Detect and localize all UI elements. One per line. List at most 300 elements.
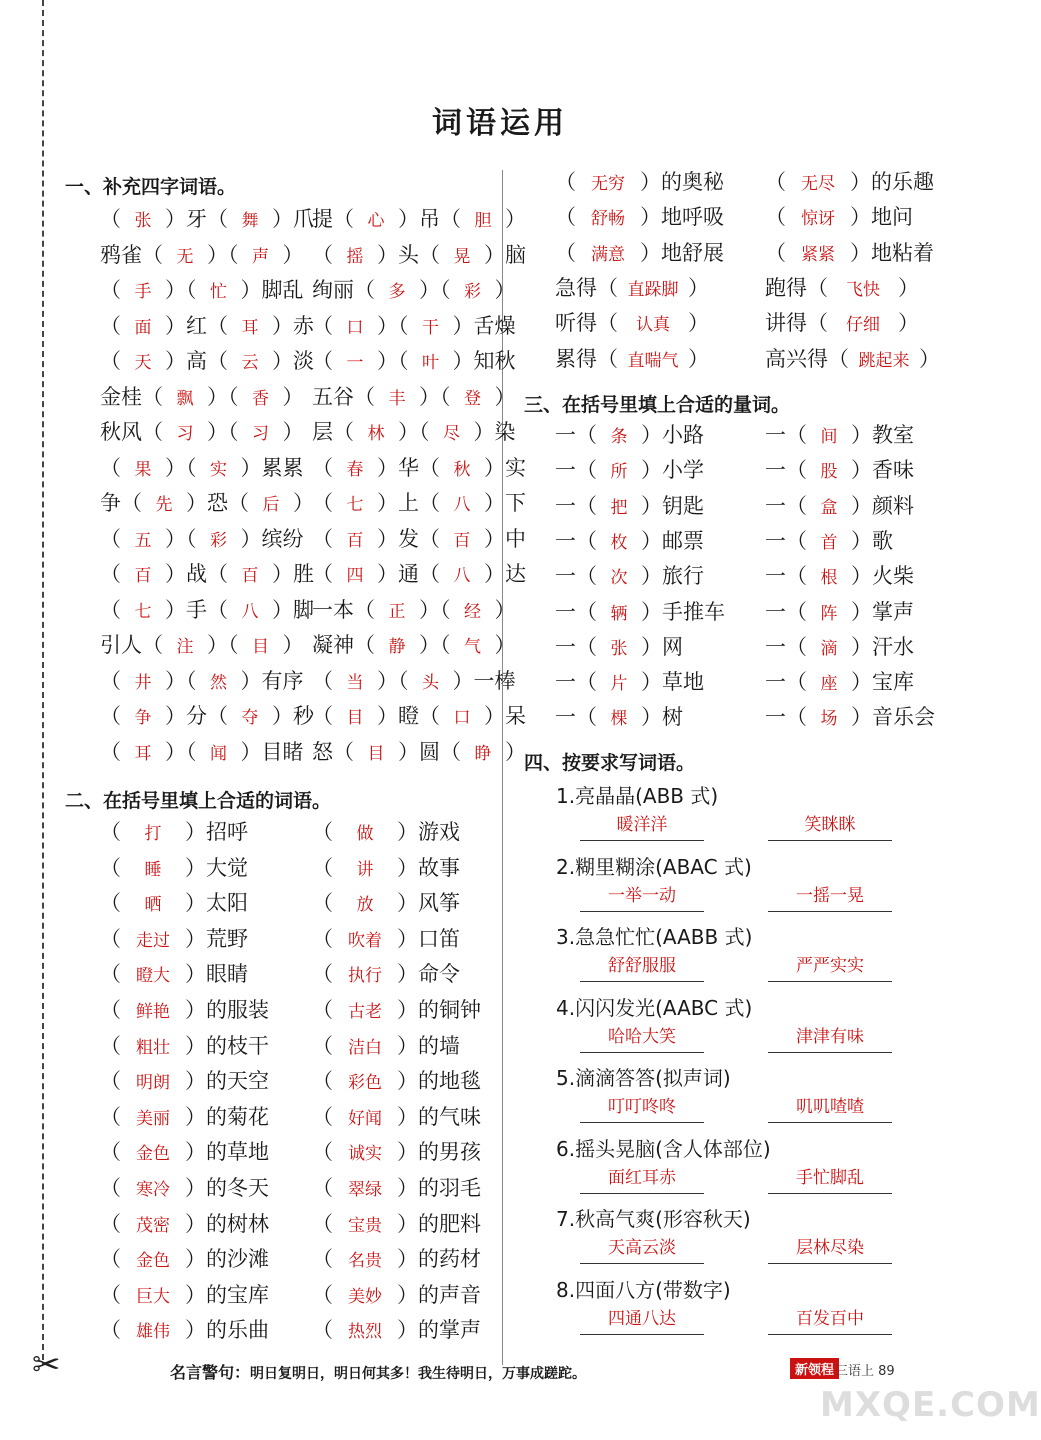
answer-text: 满意 xyxy=(591,244,625,265)
answer-text: 无穷 xyxy=(591,174,625,194)
fill-row xyxy=(312,1066,481,1096)
idiom-row xyxy=(312,666,516,696)
prompt-text: （ xyxy=(100,526,121,551)
prompt-text: ）教室 xyxy=(851,423,914,447)
answer-text: 辆 xyxy=(610,603,628,624)
answer-line: 笑眯眯 xyxy=(768,810,892,841)
answer-text: 七 xyxy=(346,495,364,515)
prompt-text: 五谷（ xyxy=(312,384,375,409)
prompt-text: ）歌 xyxy=(851,528,893,553)
fill-row xyxy=(555,344,709,374)
prompt-text: ）脚乱 xyxy=(240,278,304,302)
prompt-text: ）宝库 xyxy=(851,670,914,695)
prompt-text: （ xyxy=(100,668,121,693)
fill-row xyxy=(765,420,914,450)
idiom-row xyxy=(100,559,314,589)
prompt-text: （ xyxy=(312,704,333,728)
prompt-text: 秋风（ xyxy=(100,420,163,444)
answer-text: 果 xyxy=(134,459,152,480)
answer-line: 严严实实 xyxy=(768,951,892,982)
answer-text: 股 xyxy=(820,462,838,483)
open-paren: （ xyxy=(312,1247,333,1272)
answer-text: 气 xyxy=(464,637,481,657)
answer-text: 座 xyxy=(820,674,838,695)
prompt-text: ）吊（ xyxy=(398,207,461,231)
answer-text: 张 xyxy=(134,211,152,231)
idiom-row xyxy=(100,524,304,554)
prompt-text: ）（ xyxy=(207,633,239,657)
open-paren: 一（ xyxy=(765,458,807,483)
prompt-text: ）（ xyxy=(398,420,430,444)
fill-row xyxy=(100,1031,269,1061)
open-paren: 一（ xyxy=(555,458,597,483)
answer-text: 叶 xyxy=(422,353,439,373)
open-paren: （ xyxy=(765,170,786,194)
prompt-text: ）脑 xyxy=(484,242,526,267)
prompt-text: 争（ xyxy=(100,491,142,515)
answer-text: 正 xyxy=(388,601,406,622)
open-paren: （ xyxy=(312,962,333,987)
prompt-text: 急得（ xyxy=(555,276,618,300)
footer-quote xyxy=(170,1360,586,1383)
cut-line xyxy=(42,0,44,1360)
answer-text: 争 xyxy=(134,708,152,728)
prompt-text: （ xyxy=(100,704,121,728)
fill-row xyxy=(555,632,683,662)
answer-text: 目 xyxy=(252,637,269,657)
prompt-text: ）的服装 xyxy=(185,998,269,1022)
section-1-heading: 一、补充四字词语。 xyxy=(65,176,237,198)
answer-text: 秋 xyxy=(453,459,471,480)
prompt-text: ）战（ xyxy=(165,562,228,586)
answer-text: 口 xyxy=(346,317,364,338)
answer-text: 彩 xyxy=(464,282,481,302)
prompt-text: 凝神（ xyxy=(312,633,375,657)
answer-text: 枚 xyxy=(610,532,628,553)
prompt-text: ） xyxy=(282,242,304,267)
fill-row xyxy=(100,1137,269,1167)
fill-row xyxy=(100,1066,269,1096)
prompt-text: ）颜料 xyxy=(851,493,914,518)
answer-text: 巨大 xyxy=(136,1286,170,1307)
fill-row xyxy=(312,1137,481,1167)
answer-text: 忙 xyxy=(210,282,227,302)
prompt-text: ） xyxy=(293,491,314,515)
answer-text: 好闻 xyxy=(348,1108,382,1129)
prompt-text: ）地舒展 xyxy=(640,240,724,265)
fill-row xyxy=(765,702,935,732)
prompt-text: ）风筝 xyxy=(397,891,460,916)
prompt-text: ） xyxy=(494,278,516,302)
fill-row xyxy=(765,238,934,268)
open-paren: 一（ xyxy=(765,564,807,589)
prompt-text: 听得（ xyxy=(555,311,618,336)
idiom-row xyxy=(100,275,304,305)
open-paren: （ xyxy=(100,1247,121,1272)
idiom-row xyxy=(312,559,526,589)
answer-text: 走过 xyxy=(136,930,170,951)
fill-row xyxy=(312,1244,481,1274)
answer-line: 哈哈大笑 xyxy=(580,1022,704,1053)
prompt-text: （ xyxy=(100,455,121,480)
prompt-text: （ xyxy=(312,668,333,693)
prompt-text: （ xyxy=(312,455,333,480)
answer-text: 丰 xyxy=(388,388,406,409)
section-2-heading: 二、在括号里填上合适的词语。 xyxy=(65,790,332,812)
answer-line: 层林尽染 xyxy=(768,1233,892,1264)
question-text: 4.闪闪发光(AABC 式) xyxy=(556,995,753,1020)
open-paren: 一（ xyxy=(555,670,597,695)
prompt-text: ）故事 xyxy=(397,855,460,880)
prompt-text: ）口笛 xyxy=(397,926,460,951)
answer-text: 登 xyxy=(464,388,481,409)
prompt-text: ）淡 xyxy=(272,349,314,373)
prompt-text: （ xyxy=(312,349,333,373)
fill-row xyxy=(312,1280,481,1310)
idiom-row xyxy=(312,240,526,270)
prompt-text: ） xyxy=(282,384,304,409)
open-paren: （ xyxy=(555,240,576,265)
answer-text: 一 xyxy=(346,353,364,373)
watermark: MXQE.COM xyxy=(820,1385,1041,1425)
idiom-row xyxy=(100,382,304,412)
answer-text: 百 xyxy=(346,530,364,551)
open-paren: （ xyxy=(312,926,333,951)
answer-line: 舒舒服服 xyxy=(580,951,704,982)
fill-row xyxy=(100,924,248,954)
open-paren: 一（ xyxy=(555,564,597,589)
open-paren: （ xyxy=(100,926,121,951)
fill-row xyxy=(100,959,248,989)
answer-text: 注 xyxy=(176,637,194,657)
answer-text: 寒冷 xyxy=(136,1180,170,1200)
answer-text: 闻 xyxy=(210,743,227,764)
prompt-text: ）网 xyxy=(641,634,683,659)
open-paren: 一（ xyxy=(765,528,807,553)
fill-row xyxy=(555,597,725,627)
open-paren: （ xyxy=(100,998,121,1022)
answer-text: 根 xyxy=(820,568,838,589)
answer-text: 直喘气 xyxy=(627,350,679,371)
answer-text: 美丽 xyxy=(136,1108,170,1129)
fill-row xyxy=(765,202,913,232)
fill-row xyxy=(100,1280,269,1310)
prompt-text: ） xyxy=(494,633,516,657)
answer-line: 四通八达 xyxy=(580,1304,704,1335)
page-number: 三语上 89 xyxy=(835,1364,895,1379)
idiom-row xyxy=(312,453,526,483)
prompt-text: ）有序 xyxy=(240,668,304,693)
prompt-text: ）手（ xyxy=(165,597,228,622)
answer-text: 执行 xyxy=(348,966,382,987)
fill-row xyxy=(765,632,914,662)
idiom-row xyxy=(100,240,304,270)
prompt-text: ）的草地 xyxy=(185,1140,269,1165)
prompt-text: ）地粘着 xyxy=(850,240,934,265)
answer-text: 夺 xyxy=(241,708,259,728)
answer-text: 直跺脚 xyxy=(627,280,679,300)
open-paren: （ xyxy=(100,1140,121,1165)
prompt-text: 累得（ xyxy=(555,346,618,371)
answer-text: 惊讶 xyxy=(801,209,835,230)
open-paren: （ xyxy=(100,1104,121,1129)
prompt-text: ）红（ xyxy=(165,313,228,338)
open-paren: （ xyxy=(765,240,786,265)
prompt-text: ）（ xyxy=(165,278,197,302)
open-paren: （ xyxy=(312,855,333,880)
answer-text: 实 xyxy=(210,459,227,480)
idiom-row xyxy=(312,701,526,731)
open-paren: （ xyxy=(312,1104,333,1129)
answer-text: 晒 xyxy=(144,895,162,916)
open-paren: （ xyxy=(312,1176,333,1200)
prompt-text: ）（ xyxy=(419,633,451,657)
prompt-text: ）实 xyxy=(484,455,526,480)
prompt-text: （ xyxy=(312,562,333,586)
prompt-text: ） xyxy=(505,207,526,231)
open-paren: （ xyxy=(555,170,576,194)
answer-text: 间 xyxy=(820,427,838,447)
prompt-text: ）的天空 xyxy=(185,1069,269,1094)
fill-row xyxy=(312,888,460,918)
prompt-text: （ xyxy=(100,207,121,231)
answer-text: 习 xyxy=(252,424,269,444)
idiom-row xyxy=(312,346,516,376)
fill-row xyxy=(765,561,914,591)
answer-text: 尽 xyxy=(443,424,460,444)
open-paren: 一（ xyxy=(765,670,807,695)
idiom-row xyxy=(312,595,516,625)
prompt-text: 引人（ xyxy=(100,633,163,657)
open-paren: （ xyxy=(100,1282,121,1307)
prompt-text: ）大觉 xyxy=(185,855,248,880)
prompt-text: ）地呼吸 xyxy=(640,205,724,230)
prompt-text: ）圆（ xyxy=(398,739,461,764)
prompt-text: ） xyxy=(688,276,709,300)
answer-text: 盒 xyxy=(820,497,838,518)
answer-text: 经 xyxy=(464,601,481,622)
question-text: 7.秋高气爽(形容秋天) xyxy=(556,1207,751,1231)
open-paren: （ xyxy=(312,891,333,916)
fill-row xyxy=(312,995,481,1025)
prompt-text: ）的墙 xyxy=(397,1033,460,1058)
answer-text: 舞 xyxy=(241,211,259,231)
fill-row xyxy=(555,561,704,591)
answer-text: 明朗 xyxy=(136,1073,170,1094)
idiom-row xyxy=(100,417,304,447)
prompt-text: ） xyxy=(688,346,709,371)
footer-label: 名言警句： xyxy=(170,1363,251,1382)
idiom-row xyxy=(312,488,526,518)
prompt-text: ）地问 xyxy=(850,205,913,230)
answer-text: 面 xyxy=(134,317,152,338)
idiom-row xyxy=(100,488,314,518)
prompt-text: ）（ xyxy=(165,668,197,693)
idiom-row xyxy=(100,701,314,731)
idiom-row xyxy=(100,346,314,376)
prompt-text: 鸦雀（ xyxy=(100,242,163,267)
answer-text: 打 xyxy=(144,824,162,844)
answer-text: 条 xyxy=(610,427,628,447)
answer-text: 百 xyxy=(241,566,259,586)
answer-text: 当 xyxy=(346,672,364,693)
fill-row xyxy=(765,273,919,303)
prompt-text: ）旅行 xyxy=(641,564,704,589)
prompt-text: ）通（ xyxy=(377,562,440,586)
idiom-row xyxy=(100,453,304,483)
answer-text: 诚实 xyxy=(348,1144,382,1165)
answer-text: 金色 xyxy=(136,1251,170,1272)
answer-text: 片 xyxy=(610,674,628,695)
answer-text: 先 xyxy=(155,495,173,515)
answer-text: 阵 xyxy=(820,603,838,624)
prompt-text: ）的树林 xyxy=(185,1211,269,1236)
answer-text: 翠绿 xyxy=(348,1180,382,1200)
brand-badge: 新领程 xyxy=(790,1358,839,1379)
open-paren: （ xyxy=(100,820,121,844)
answer-text: 热烈 xyxy=(348,1322,382,1343)
prompt-text: ）舌燥 xyxy=(452,313,516,338)
prompt-text: ） xyxy=(505,739,526,764)
prompt-text: ）知秋 xyxy=(452,349,516,373)
answer-text: 晃 xyxy=(453,246,471,267)
prompt-text: ）的地毯 xyxy=(397,1069,481,1094)
prompt-text: ）草地 xyxy=(641,670,704,695)
fill-row xyxy=(100,1315,269,1345)
prompt-text: ）头（ xyxy=(377,242,440,267)
open-paren: （ xyxy=(100,891,121,916)
answer-text: 多 xyxy=(388,282,406,302)
prompt-text: 绚丽（ xyxy=(312,278,375,302)
prompt-text: ）发（ xyxy=(377,526,440,551)
open-paren: 一（ xyxy=(765,493,807,518)
answer-text: 飘 xyxy=(176,388,194,409)
answer-line: 暖洋洋 xyxy=(580,810,704,841)
prompt-text: ）脚 xyxy=(272,597,314,622)
fill-row xyxy=(555,702,683,732)
answer-text: 鲜艳 xyxy=(136,1002,170,1022)
answer-text: 干 xyxy=(422,317,439,338)
open-paren: 一（ xyxy=(765,423,807,447)
open-paren: 一（ xyxy=(765,705,807,730)
fill-row xyxy=(312,1102,481,1132)
fill-row xyxy=(312,1031,460,1061)
idiom-row xyxy=(100,595,314,625)
prompt-text: ）（ xyxy=(419,384,451,409)
fill-row xyxy=(100,1209,269,1239)
answer-text: 金色 xyxy=(136,1144,170,1165)
section-4-heading: 四、按要求写词语。 xyxy=(524,752,696,774)
answer-text: 四 xyxy=(346,566,364,586)
answer-text: 雄伟 xyxy=(136,1322,170,1343)
question-text: 3.急急忙忙(AABB 式) xyxy=(556,925,753,949)
prompt-text: ）上（ xyxy=(377,491,440,515)
prompt-text: 金桂（ xyxy=(100,384,163,409)
prompt-text: ）的铜钟 xyxy=(397,998,481,1022)
prompt-text: ）太阳 xyxy=(185,891,248,916)
answer-text: 口 xyxy=(453,708,471,728)
open-paren: （ xyxy=(100,1318,121,1343)
prompt-text: ）命令 xyxy=(397,962,460,987)
prompt-text: ）招呼 xyxy=(185,820,248,844)
open-paren: 一（ xyxy=(555,528,597,553)
prompt-text: ）的宝库 xyxy=(185,1282,269,1307)
answer-text: 然 xyxy=(210,672,227,693)
open-paren: 一（ xyxy=(555,634,597,659)
prompt-text: ）（ xyxy=(377,668,409,693)
prompt-text: ）的肥料 xyxy=(397,1211,481,1236)
answer-text: 手 xyxy=(134,282,152,302)
open-paren: （ xyxy=(555,205,576,230)
answer-text: 耳 xyxy=(241,317,259,338)
fill-row xyxy=(555,667,704,697)
prompt-text: ）火柴 xyxy=(851,564,914,589)
prompt-text: ）的乐曲 xyxy=(185,1318,269,1343)
answer-text: 云 xyxy=(241,353,259,373)
prompt-text: ）染 xyxy=(473,420,516,444)
prompt-text: ）（ xyxy=(165,739,197,764)
prompt-text: （ xyxy=(312,491,333,515)
idiom-row xyxy=(100,630,304,660)
open-paren: （ xyxy=(100,1069,121,1094)
answer-text: 摇 xyxy=(346,246,364,267)
answer-text: 粗壮 xyxy=(136,1037,170,1058)
fill-row xyxy=(765,167,934,197)
answer-text: 茂密 xyxy=(136,1215,170,1236)
open-paren: 一（ xyxy=(555,599,597,624)
fill-row xyxy=(555,308,709,338)
fill-row xyxy=(765,667,914,697)
prompt-text: （ xyxy=(100,278,121,302)
fill-row xyxy=(555,167,724,197)
answer-text: 洁白 xyxy=(348,1037,382,1058)
answer-text: 飞快 xyxy=(846,280,880,300)
answer-text: 滴 xyxy=(820,638,838,659)
fill-row xyxy=(312,959,460,989)
fill-row xyxy=(312,924,460,954)
prompt-text: ）（ xyxy=(207,384,239,409)
idiom-row xyxy=(312,275,516,305)
open-paren: （ xyxy=(312,1282,333,1307)
answer-line: 天高云淡 xyxy=(580,1233,704,1264)
prompt-text: ）下 xyxy=(484,491,526,515)
prompt-text: ） xyxy=(494,597,516,622)
answer-text: 耳 xyxy=(134,743,152,764)
prompt-text: 层（ xyxy=(312,420,354,444)
prompt-text: ）的掌声 xyxy=(397,1318,481,1343)
open-paren: （ xyxy=(312,820,333,844)
prompt-text: ）（ xyxy=(207,420,239,444)
fill-row xyxy=(765,455,914,485)
prompt-text: ）的乐趣 xyxy=(850,170,934,194)
open-paren: （ xyxy=(100,962,121,987)
prompt-text: ）高（ xyxy=(165,349,228,373)
prompt-text: ）树 xyxy=(641,705,683,730)
idiom-row xyxy=(312,382,516,412)
fill-row xyxy=(555,202,724,232)
prompt-text: ）小路 xyxy=(641,423,704,447)
answer-text: 五 xyxy=(134,530,152,551)
answer-line: 叮叮咚咚 xyxy=(580,1092,704,1123)
prompt-text: ）瞪（ xyxy=(377,704,440,728)
footer-quote-text: 明日复明日，明日何其多！我生待明日，万事成蹉跎。 xyxy=(250,1366,587,1382)
prompt-text: ） xyxy=(282,420,304,444)
prompt-text: ）游戏 xyxy=(397,820,460,844)
prompt-text: （ xyxy=(100,739,121,764)
prompt-text: ）爪 xyxy=(272,207,314,231)
prompt-text: ）赤 xyxy=(272,313,314,338)
open-paren: 一（ xyxy=(765,634,807,659)
